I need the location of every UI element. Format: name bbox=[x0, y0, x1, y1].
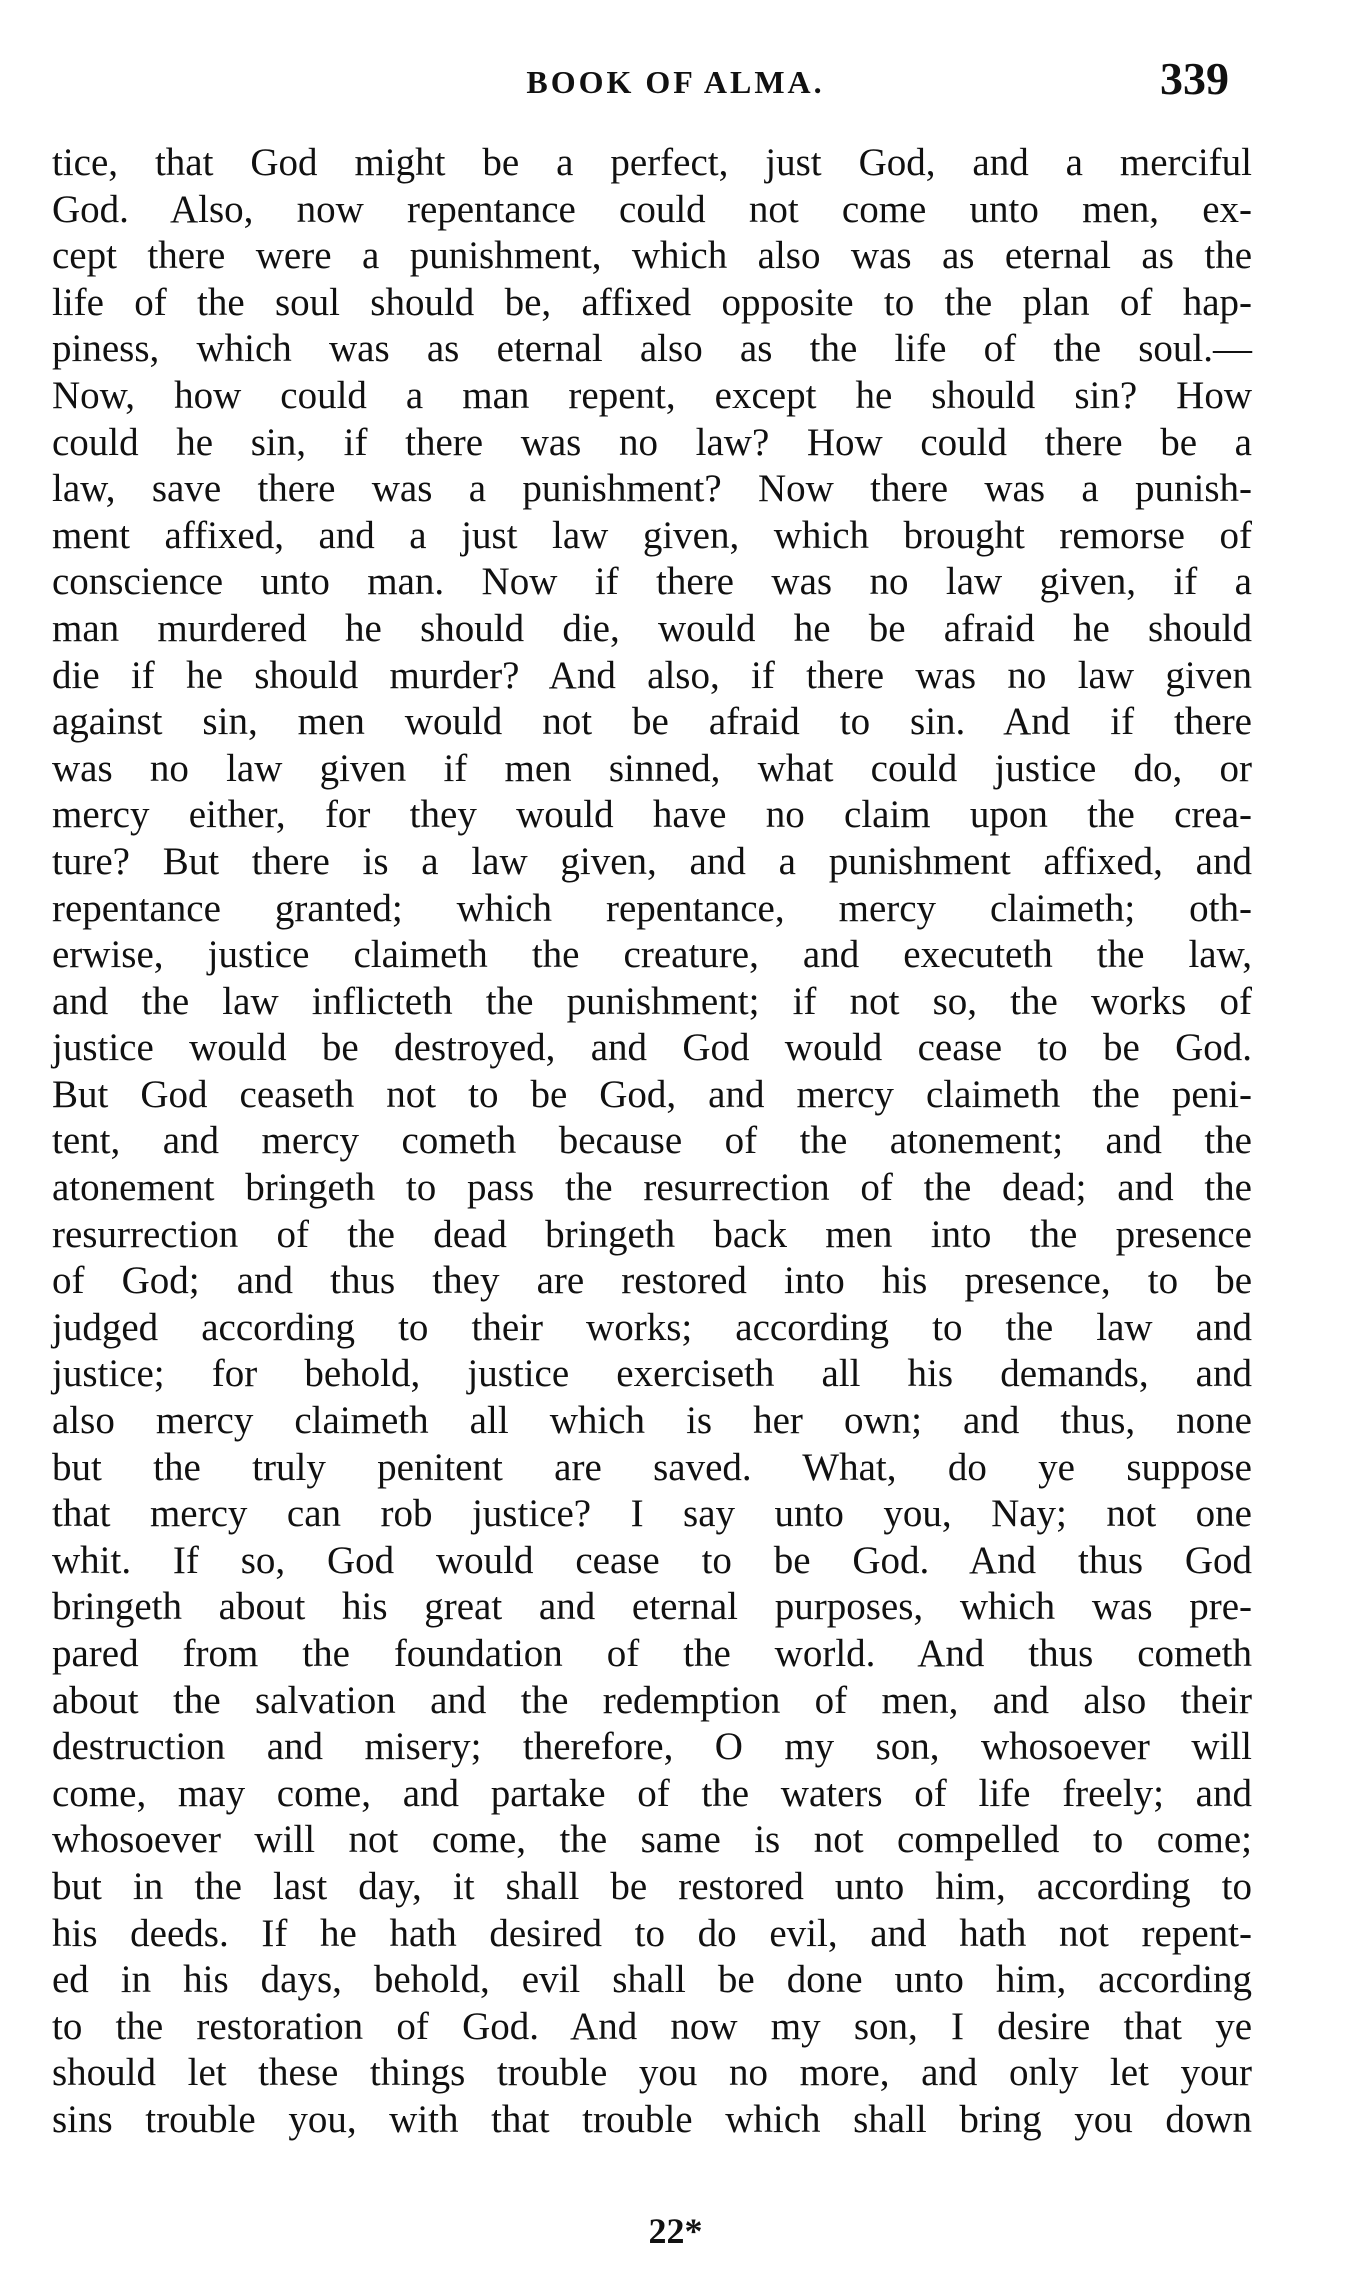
text-line: destruction and misery; therefore, O my son, whosoever will bbox=[52, 1725, 1252, 1769]
text-line: piness, which was as eternal also as the life of the soul.— bbox=[52, 327, 1252, 371]
text-line: tent, and mercy cometh because of the atonement; and the bbox=[52, 1119, 1252, 1163]
text-line: justice; for behold, justice exerciseth all his demands, and bbox=[52, 1352, 1252, 1396]
text-line: his deeds. If he hath desired to do evil, and hath not repent- bbox=[52, 1911, 1252, 1955]
text-line: pared from the foundation of the world. And thus cometh bbox=[52, 1632, 1252, 1675]
text-line: mercy either, for they would have no claim upon the crea- bbox=[52, 793, 1252, 837]
text-line: that mercy can rob justice? I say unto you, Nay; not one bbox=[52, 1492, 1252, 1536]
text-line: about the salvation and the redemption of men, and also their bbox=[52, 1678, 1252, 1722]
text-line: conscience unto man. Now if there was no law given, if a bbox=[52, 560, 1252, 604]
text-line: repentance granted; which repentance, mercy claimeth; oth- bbox=[52, 886, 1252, 930]
text-line: sins trouble you, with that trouble which shall bring you down bbox=[52, 2097, 1252, 2141]
text-line: could he sin, if there was no law? How could there be a bbox=[52, 420, 1252, 464]
text-line: resurrection of the dead bringeth back men into the presence bbox=[52, 1212, 1252, 1256]
running-title: BOOK OF ALMA. bbox=[526, 64, 825, 100]
text-line: God. Also, now repentance could not come unto men, ex- bbox=[52, 187, 1252, 231]
text-line: life of the soul should be, affixed opposite to the plan of hap- bbox=[52, 280, 1252, 324]
text-line: against sin, men would not be afraid to sin. And if there bbox=[52, 700, 1252, 744]
text-line: erwise, justice claimeth the creature, and executeth the law, bbox=[52, 933, 1252, 977]
text-line: judged according to their works; according to the law and bbox=[52, 1305, 1252, 1349]
text-line: atonement bringeth to pass the resurrection of the dead; and the bbox=[52, 1166, 1252, 1210]
text-line: cept there were a punishment, which also was as eternal as the bbox=[52, 234, 1252, 278]
text-line: come, may come, and partake of the waters of life freely; and bbox=[52, 1771, 1252, 1815]
page-number: 339 bbox=[1160, 53, 1229, 104]
text-line: ture? But there is a law given, and a punishment affixed, and bbox=[52, 839, 1252, 883]
text-line: whosoever will not come, the same is not compelled to come; bbox=[52, 1818, 1252, 1862]
text-line: was no law given if men sinned, what could justice do, or bbox=[52, 746, 1252, 790]
text-line: man murdered he should die, would he be afraid he should bbox=[52, 606, 1252, 650]
text-line: but the truly penitent are saved. What, do ye suppose bbox=[52, 1445, 1252, 1489]
text-line: justice would be destroyed, and God would cease to be God. bbox=[52, 1026, 1252, 1070]
text-line: But God ceaseth not to be God, and mercy claimeth the peni- bbox=[52, 1072, 1252, 1116]
text-line: bringeth about his great and eternal purposes, which was pre- bbox=[52, 1585, 1252, 1629]
text-line: tice, that God might be a perfect, just God, and a merciful bbox=[52, 141, 1252, 184]
text-line: die if he should murder? And also, if there was no law given bbox=[52, 653, 1252, 697]
text-line: whit. If so, God would cease to be God. And thus God bbox=[52, 1538, 1252, 1582]
text-line: but in the last day, it shall be restored unto him, according to bbox=[52, 1864, 1252, 1908]
text-line: law, save there was a punishment? Now there was a punish- bbox=[52, 467, 1252, 511]
signature-mark: 22* bbox=[648, 2211, 703, 2251]
text-line: Now, how could a man repent, except he should sin? How bbox=[52, 373, 1252, 417]
text-line: should let these things trouble you no more, and only let your bbox=[52, 2051, 1252, 2095]
text-line: and the law inflicteth the punishment; if not so, the works of bbox=[52, 979, 1252, 1023]
text-line: to the restoration of God. And now my son, I desire that ye bbox=[52, 2004, 1252, 2048]
body-text bbox=[52, 140, 1252, 2144]
text-line: also mercy claimeth all which is her own; and thus, none bbox=[52, 1399, 1252, 1443]
text-line: ment affixed, and a just law given, which brought remorse of bbox=[52, 513, 1252, 557]
text-line: ed in his days, behold, evil shall be done unto him, according bbox=[52, 1958, 1252, 2002]
running-head bbox=[0, 46, 1351, 116]
text-line: of God; and thus they are restored into his presence, to be bbox=[52, 1259, 1252, 1303]
